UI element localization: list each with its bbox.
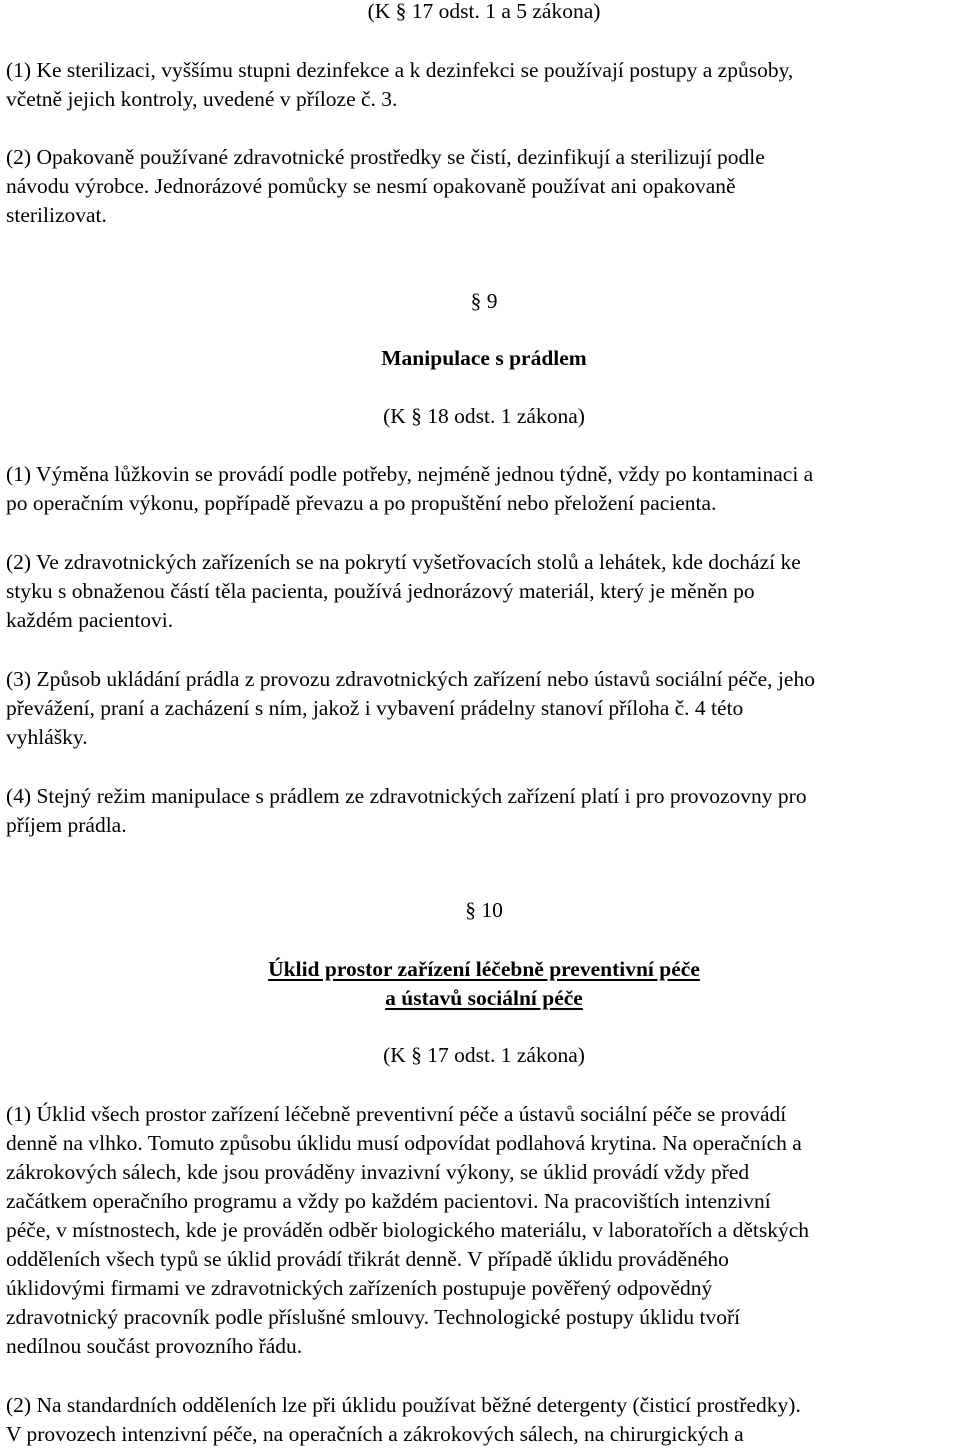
section8-para1-line2: včetně jejich kontroly, uvedené v příloze č. 3. [6,87,398,111]
section9-para2-line3: každém pacientovi. [6,608,174,632]
section9-number: § 9 [470,289,498,313]
section8-citation: (K § 17 odst. 1 a 5 zákona) [367,0,601,23]
section10-citation: (K § 17 odst. 1 zákona) [383,1043,585,1067]
section10-para1-line4: začátkem operačního programu a vždy po každém pacientovi. Na pracovištích intenzivní [6,1189,771,1213]
section10-para2-line1: (2) Na standardních odděleních lze při úklidu používat běžné detergenty (čisticí prostředky). [6,1393,801,1417]
section8-para1-line1: (1) Ke sterilizaci, vyššímu stupni dezinfekce a k dezinfekci se používají postupy a způsoby, [6,58,794,82]
section8-para2-line2: návodu výrobce. Jednorázové pomůcky se nesmí opakovaně používat ani opakovaně [6,174,736,198]
section10-para1-line5: péče, v místnostech, kde je prováděn odběr biologického materiálu, v laboratořích a dětských [6,1218,809,1242]
section10-para1-line8: zdravotnický pracovník podle příslušné smlouvy. Technologické postupy úklidu tvoří [6,1305,741,1329]
section10-title-line1: Úklid prostor zařízení léčebně preventivní péče [268,957,700,981]
section10-para1-line1: (1) Úklid všech prostor zařízení léčebně preventivní péče a ústavů sociální péče se provádí [6,1102,787,1126]
section10-para2-line2: V provozech intenzivní péče, na operačních a zákrokových sálech, na chirurgických a [6,1422,744,1446]
section10-title-line2: a ústavů sociální péče [385,986,583,1010]
section10-para1-line3: zákrokových sálech, kde jsou prováděny invazivní výkony, se úklid provádí vždy před [6,1160,750,1184]
section9-para1-line1: (1) Výměna lůžkovin se provádí podle potřeby, nejméně jednou týdně, vždy po kontaminaci a [6,462,814,486]
section10-para1-line9: nedílnou součást provozního řádu. [6,1334,303,1358]
section10-para1-line6: odděleních všech typů se úklid provádí třikrát denně. V případě úklidu prováděného [6,1247,729,1271]
section9-para1-line2: po operačním výkonu, popřípadě převazu a po propuštění nebo přeložení pacienta. [6,491,717,515]
section9-para3-line3: vyhlášky. [6,725,88,749]
section9-title: Manipulace s prádlem [381,346,587,370]
section9-para4-line1: (4) Stejný režim manipulace s prádlem ze zdravotnických zařízení platí i pro provozovny pro [6,784,807,808]
section9-para2-line2: styku s obnaženou částí těla pacienta, používá jednorázový materiál, který je měněn po [6,579,755,603]
section10-para1-line7: úklidovými firmami ve zdravotnických zařízeních postupuje pověřený odpovědný [6,1276,713,1300]
section8-para2-line1: (2) Opakovaně používané zdravotnické prostředky se čistí, dezinfikují a sterilizují podle [6,145,765,169]
section9-citation: (K § 18 odst. 1 zákona) [383,404,585,428]
section9-para4-line2: příjem prádla. [6,813,127,837]
section10-number: § 10 [465,898,503,922]
section9-para2-line1: (2) Ve zdravotnických zařízeních se na pokrytí vyšetřovacích stolů a lehátek, kde dochází ke [6,550,801,574]
section9-para3-line1: (3) Způsob ukládání prádla z provozu zdravotnických zařízení nebo ústavů sociální péče, jeho [6,667,815,691]
section8-para2-line3: sterilizovat. [6,203,107,227]
section9-para3-line2: převážení, praní a zacházení s ním, jakož i vybavení prádelny stanoví příloha č. 4 této [6,696,744,720]
section10-para1-line2: denně na vlhko. Tomuto způsobu úklidu musí odpovídat podlahová krytina. Na operačních a [6,1131,802,1155]
